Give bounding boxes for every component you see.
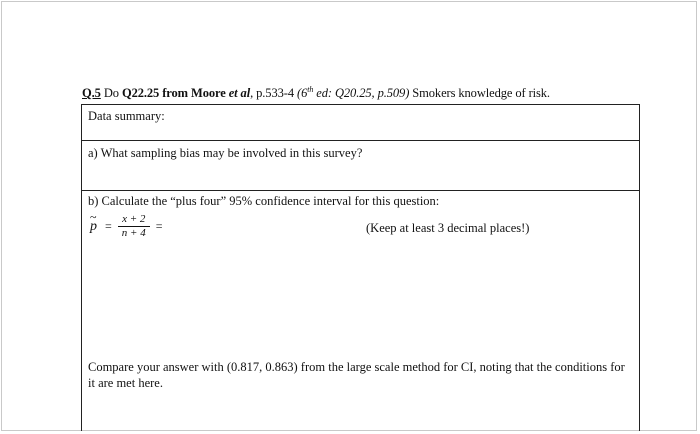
compare-instruction: Compare your answer with (0.817, 0.863) from the large scale method for CI, noting that the conditions for it are met here.	[88, 360, 625, 390]
formula-fraction	[118, 213, 150, 240]
question-edition-sup: th	[307, 84, 314, 94]
plus-four-formula	[90, 213, 167, 240]
part-a-text: a) What sampling bias may be involved in this survey?	[88, 146, 363, 160]
data-summary-label: Data summary:	[88, 109, 165, 123]
data-summary-box	[81, 104, 640, 141]
question-reference: Q22.25 from Moore	[121, 86, 229, 100]
formula-numerator: x + 2	[122, 213, 146, 225]
formula-denominator: n + 4	[121, 227, 146, 239]
question-et-al: et al	[228, 86, 251, 100]
question-header	[82, 86, 550, 101]
question-topic: Smokers knowledge of risk.	[409, 86, 550, 100]
question-pages: , p.533-4	[250, 86, 297, 100]
decimal-places-note: (Keep at least 3 decimal places!)	[366, 221, 530, 235]
question-edition-open: (6	[297, 86, 308, 100]
part-a-box	[81, 141, 640, 191]
formula-equals-1: =	[105, 219, 112, 233]
question-intro: Do	[100, 86, 122, 100]
formula-equals-2: =	[155, 219, 163, 233]
question-number: Q.5	[82, 86, 101, 100]
question-edition-rest: ed: Q20.25, p.509)	[313, 86, 410, 100]
part-b-box	[81, 191, 640, 431]
part-b-text: b) Calculate the “plus four” 95% confidence interval for this question:	[88, 194, 440, 208]
p-tilde-symbol: ~ p	[90, 219, 97, 235]
